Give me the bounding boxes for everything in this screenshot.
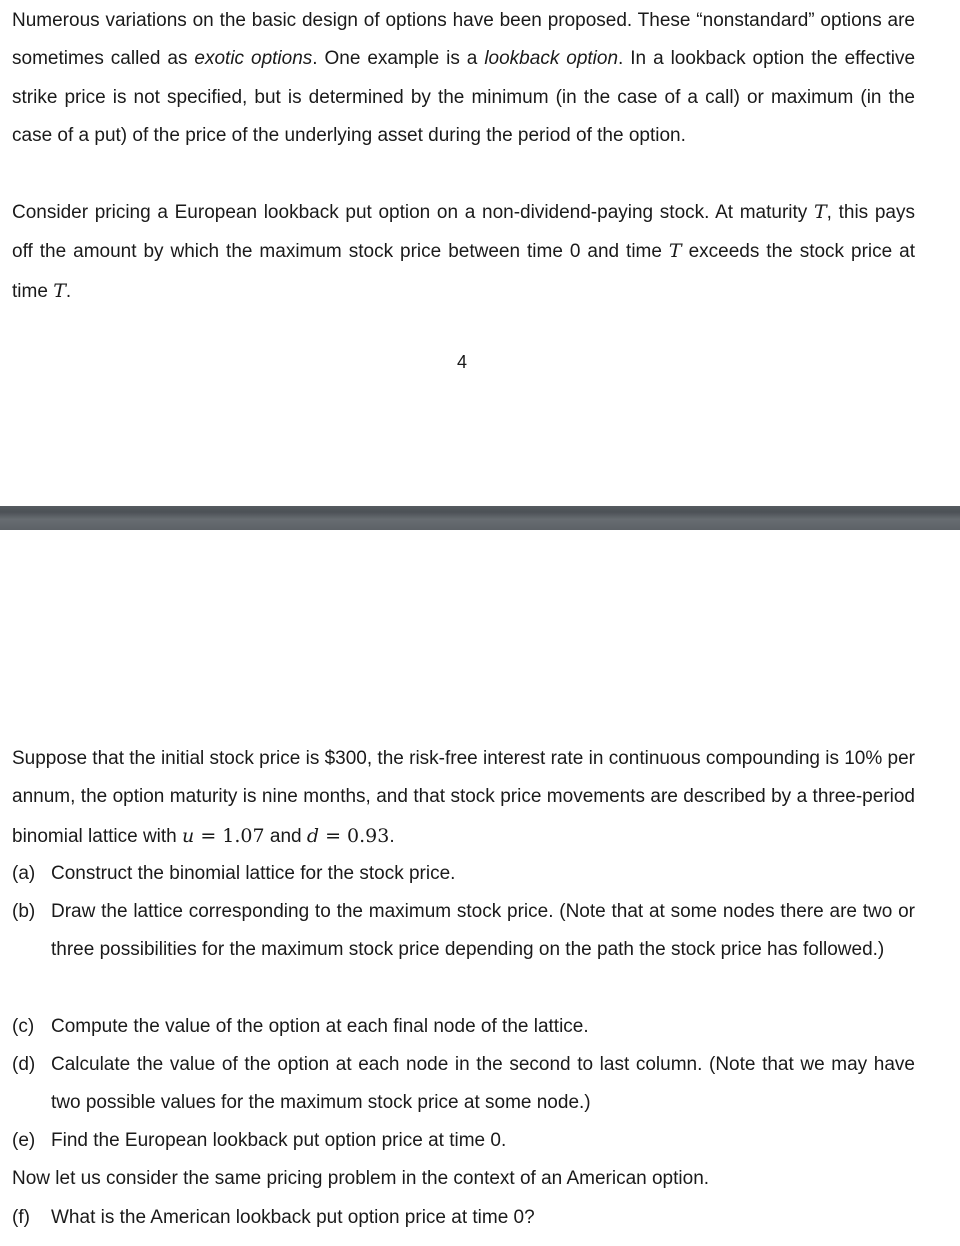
- question-text: Find the European lookback put option price at time 0.: [51, 1130, 507, 1151]
- math-T: T: [813, 201, 827, 223]
- question-text: Compute the value of the option at each final node of the lattice.: [51, 1016, 589, 1037]
- problem-intro: Suppose that the initial stock price is $300, the risk-free interest rate in continuous compounding is 10% per annum, the option maturity is nine months, and that stock price movements are described by a three-period binomial lattice with u = 1.07 and d = 0.93.: [12, 748, 916, 847]
- page-number: 4: [456, 352, 467, 372]
- question-label: (b): [12, 901, 36, 922]
- american-option-transition: Now let us consider the same pricing problem in the context of an American option.: [12, 1168, 710, 1189]
- question-label: (d): [12, 1054, 36, 1075]
- question-b: [12, 893, 915, 970]
- math-u: u: [182, 824, 195, 847]
- question-e: [12, 1122, 915, 1160]
- math-d: d: [306, 824, 320, 847]
- term-lookback-option: lookback option: [484, 48, 619, 70]
- question-c: [12, 1008, 915, 1046]
- question-label: (a): [12, 863, 36, 884]
- question-label: (c): [12, 1016, 35, 1037]
- question-text: Construct the binomial lattice for the stock price.: [51, 863, 456, 884]
- page-divider: [0, 506, 960, 530]
- paragraph-exotic-options: Numerous variations on the basic design of options have been proposed. These “nonstandard” options are sometimes called as exotic options. One example is a lookback option. In a lookback option the effective strike price is not specified, but is determined by the minimum (in the case of a call) or maximum (in the case of a put) of the price of the underlying asset during the period of the option.: [12, 10, 916, 146]
- question-label: (f): [12, 1207, 30, 1228]
- question-label: (e): [12, 1130, 36, 1151]
- question-text: What is the American lookback put option price at time 0?: [51, 1207, 535, 1228]
- term-exotic-options: exotic options: [194, 48, 313, 70]
- question-f: [12, 1199, 915, 1237]
- question-d: [12, 1046, 915, 1123]
- page-top: [0, 0, 960, 506]
- question-text: Draw the lattice corresponding to the maximum stock price. (Note that at some nodes there are two or three possibilities for the maximum stock price depending on the path the stock price has followed.): [51, 901, 915, 961]
- paragraph-lookback-put: Consider pricing a European lookback put option on a non-dividend-paying stock. At maturity T, this pays off the amount by which the maximum stock price between time 0 and time T exceeds the stock price at time T.: [12, 201, 915, 302]
- question-text: Calculate the value of the option at each node in the second to last column. (Note that we may have two possible values for the maximum stock price at some node.): [51, 1054, 915, 1114]
- math-T: T: [53, 279, 66, 302]
- math-T: T: [668, 240, 682, 263]
- question-a: [12, 855, 915, 893]
- page-bottom: [0, 530, 960, 1246]
